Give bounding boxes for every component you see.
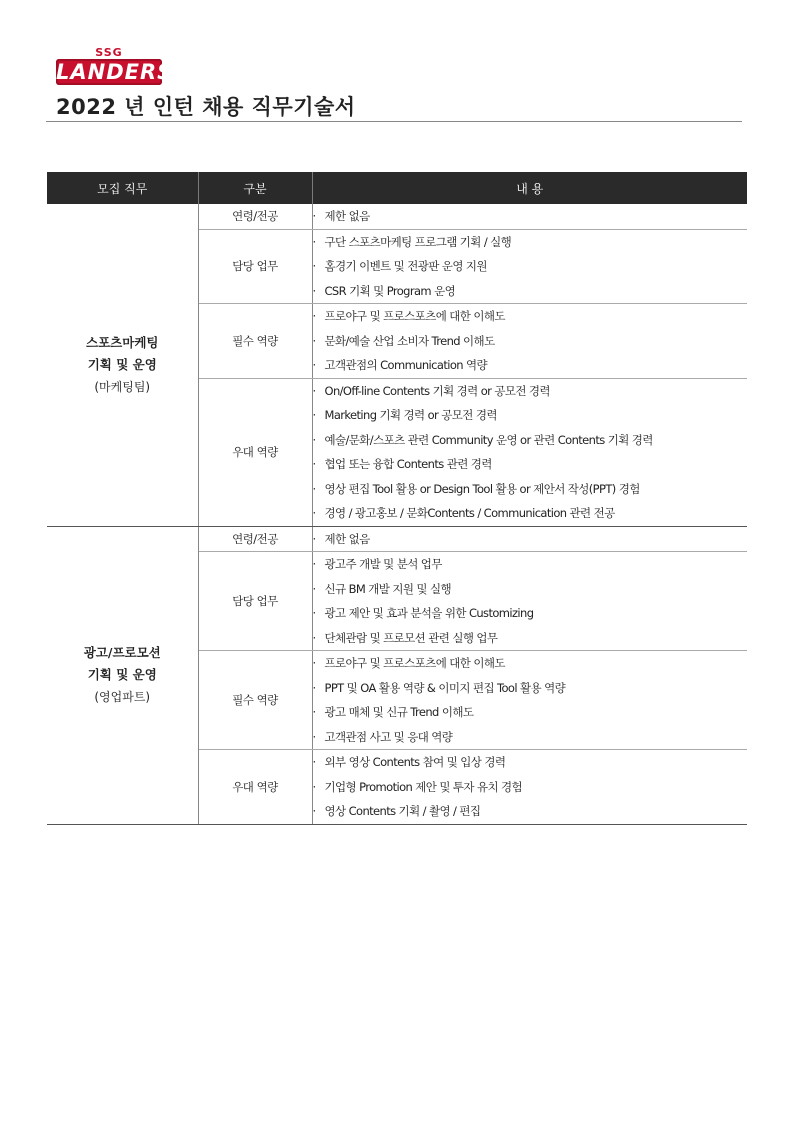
- list-item: [313, 552, 748, 577]
- list-item-text: 외부 영상 Contents 참여 및 입상 경력: [324, 755, 506, 769]
- list-item: [313, 601, 748, 626]
- list-item-text: 광고 제안 및 효과 분석을 위한 Customizing: [324, 606, 534, 620]
- job-role-team: (마케팅팀): [94, 379, 151, 394]
- job-role-name-line1: 스포츠마케팅: [86, 334, 159, 350]
- bullet-icon: ·: [312, 729, 316, 744]
- list-item: [313, 725, 748, 750]
- list-item: [313, 799, 748, 824]
- list-item: [313, 577, 748, 602]
- category-cell: 우대 역량: [198, 750, 312, 825]
- list-item-text: 영상 편집 Tool 활용 or Design Tool 활용 or 제안서 작성(PPT) 경험: [324, 481, 640, 496]
- list-item-text: 구단 스포츠마케팅 프로그램 기획 / 실행: [324, 234, 512, 249]
- content-cell: [312, 229, 747, 304]
- list-item: [313, 750, 748, 775]
- content-list: [313, 304, 748, 378]
- list-item: [313, 775, 748, 800]
- list-item: [313, 428, 748, 453]
- list-item-text: 영상 Contents 기획 / 촬영 / 편집: [324, 804, 481, 818]
- bullet-icon: ·: [312, 457, 316, 471]
- list-item-text: 광고주 개발 및 분석 업무: [324, 557, 442, 571]
- content-list: [313, 230, 748, 304]
- list-item: [313, 626, 748, 651]
- list-item: [313, 379, 748, 404]
- category-cell: 담당 업무: [198, 229, 312, 304]
- content-cell: [312, 552, 747, 651]
- list-item-text: 기업형 Promotion 제안 및 투자 유치 경험: [324, 779, 523, 794]
- category-cell: 연령/전공: [198, 526, 312, 552]
- job-role-name-line2: 기획 및 운영: [87, 667, 157, 682]
- list-item-text: 경영 / 광고홍보 / 문화Contents / Communication 관련 전공: [324, 506, 615, 520]
- bullet-icon: ·: [312, 234, 316, 249]
- content-list: [313, 552, 748, 650]
- bullet-icon: ·: [312, 506, 316, 520]
- bullet-icon: ·: [312, 383, 316, 398]
- content-cell: [312, 204, 747, 229]
- category-cell: 필수 역량: [198, 651, 312, 750]
- list-item-text: 광고 매체 및 신규 Trend 이해도: [324, 705, 474, 719]
- bullet-icon: ·: [312, 656, 316, 670]
- list-item: [313, 452, 748, 477]
- category-cell: 연령/전공: [198, 204, 312, 229]
- bullet-icon: ·: [312, 408, 316, 422]
- category-cell: 필수 역량: [198, 304, 312, 379]
- content-cell: [312, 526, 747, 552]
- content-list: [313, 651, 748, 749]
- list-item: [313, 501, 748, 526]
- list-item: [313, 651, 748, 676]
- list-item-text: PPT 및 OA 활용 역량 & 이미지 편집 Tool 활용 역량: [324, 680, 566, 695]
- list-item-text: 프로야구 및 프로스포츠에 대한 이해도: [324, 656, 505, 670]
- list-item: [313, 279, 748, 304]
- table-body: [47, 204, 747, 824]
- table-row: [47, 204, 747, 229]
- list-item-text: 문화/예술 산업 소비자 Trend 이해도: [324, 333, 495, 348]
- list-item: [313, 204, 748, 229]
- bullet-icon: ·: [312, 259, 316, 273]
- job-role-cell: [47, 204, 198, 526]
- list-item-text: 프로야구 및 프로스포츠에 대한 이해도: [324, 309, 505, 323]
- content-list: [313, 379, 748, 526]
- list-item-text: 단체관람 및 프로모션 관련 실행 업무: [324, 630, 498, 645]
- content-cell: [312, 304, 747, 379]
- list-item: [313, 304, 748, 329]
- table-row: [47, 526, 747, 552]
- job-role-team: (영업파트): [94, 690, 151, 704]
- bullet-icon: ·: [312, 432, 316, 447]
- table-header-row: [47, 172, 747, 204]
- bullet-icon: ·: [312, 358, 316, 372]
- list-item: [313, 230, 748, 255]
- category-cell: 담당 업무: [198, 552, 312, 651]
- list-item: [313, 527, 748, 552]
- bullet-icon: ·: [312, 557, 316, 571]
- bullet-icon: ·: [312, 804, 316, 818]
- job-role-cell: [47, 526, 198, 824]
- content-list: [313, 527, 748, 552]
- logo-landers-text: LANDERS: [56, 60, 174, 84]
- bullet-icon: ·: [312, 680, 316, 695]
- bullet-icon: ·: [312, 630, 316, 645]
- bullet-icon: ·: [312, 755, 316, 769]
- list-item-text: 제한 없음: [324, 531, 370, 546]
- list-item-text: On/Off-line Contents 기획 경력 or 공모전 경력: [324, 383, 550, 398]
- list-item-text: CSR 기획 및 Program 운영: [324, 283, 456, 298]
- list-item: [313, 676, 748, 701]
- header-job: 모집 직무: [47, 172, 198, 204]
- bullet-icon: ·: [312, 531, 316, 546]
- list-item: [313, 477, 748, 502]
- list-item: [313, 329, 748, 354]
- category-cell: 우대 역량: [198, 378, 312, 526]
- logo-ssg-text: SSG: [95, 46, 123, 59]
- header-category: 구분: [198, 172, 312, 204]
- title-divider: [46, 121, 742, 122]
- list-item-text: 협업 또는 융합 Contents 관련 경력: [324, 457, 492, 471]
- content-list: [313, 750, 748, 824]
- list-item: [313, 403, 748, 428]
- bullet-icon: ·: [312, 606, 316, 620]
- list-item-text: 제한 없음: [324, 209, 370, 223]
- job-role-name-line1: 광고/프로모션: [83, 645, 161, 660]
- job-description-table: [47, 172, 747, 825]
- bullet-icon: ·: [312, 309, 316, 323]
- content-list: [313, 204, 748, 229]
- bullet-icon: ·: [312, 333, 316, 348]
- list-item: [313, 254, 748, 279]
- bullet-icon: ·: [312, 481, 316, 496]
- bullet-icon: ·: [312, 209, 316, 223]
- list-item-text: 고객관점 사고 및 응대 역량: [324, 729, 453, 744]
- list-item-text: 홈경기 이벤트 및 전광판 운영 지원: [324, 259, 487, 273]
- list-item-text: 고객관점의 Communication 역량: [324, 358, 488, 372]
- bullet-icon: ·: [312, 581, 316, 596]
- list-item: [313, 353, 748, 378]
- bullet-icon: ·: [312, 779, 316, 794]
- ssg-landers-logo: [56, 46, 174, 88]
- job-role-name-line2: 기획 및 운영: [87, 356, 157, 372]
- list-item-text: Marketing 기획 경력 or 공모전 경력: [324, 408, 497, 422]
- content-cell: [312, 750, 747, 825]
- bullet-icon: ·: [312, 705, 316, 719]
- content-cell: [312, 651, 747, 750]
- content-cell: [312, 378, 747, 526]
- list-item-text: 신규 BM 개발 지원 및 실행: [324, 581, 451, 596]
- bullet-icon: ·: [312, 283, 316, 298]
- list-item-text: 예술/문화/스포츠 관련 Community 운영 or 관련 Contents 기획 경력: [324, 432, 653, 447]
- document-title: 2022 년 인턴 채용 직무기술서: [56, 95, 356, 119]
- header-content: 내 용: [312, 172, 747, 204]
- list-item: [313, 700, 748, 725]
